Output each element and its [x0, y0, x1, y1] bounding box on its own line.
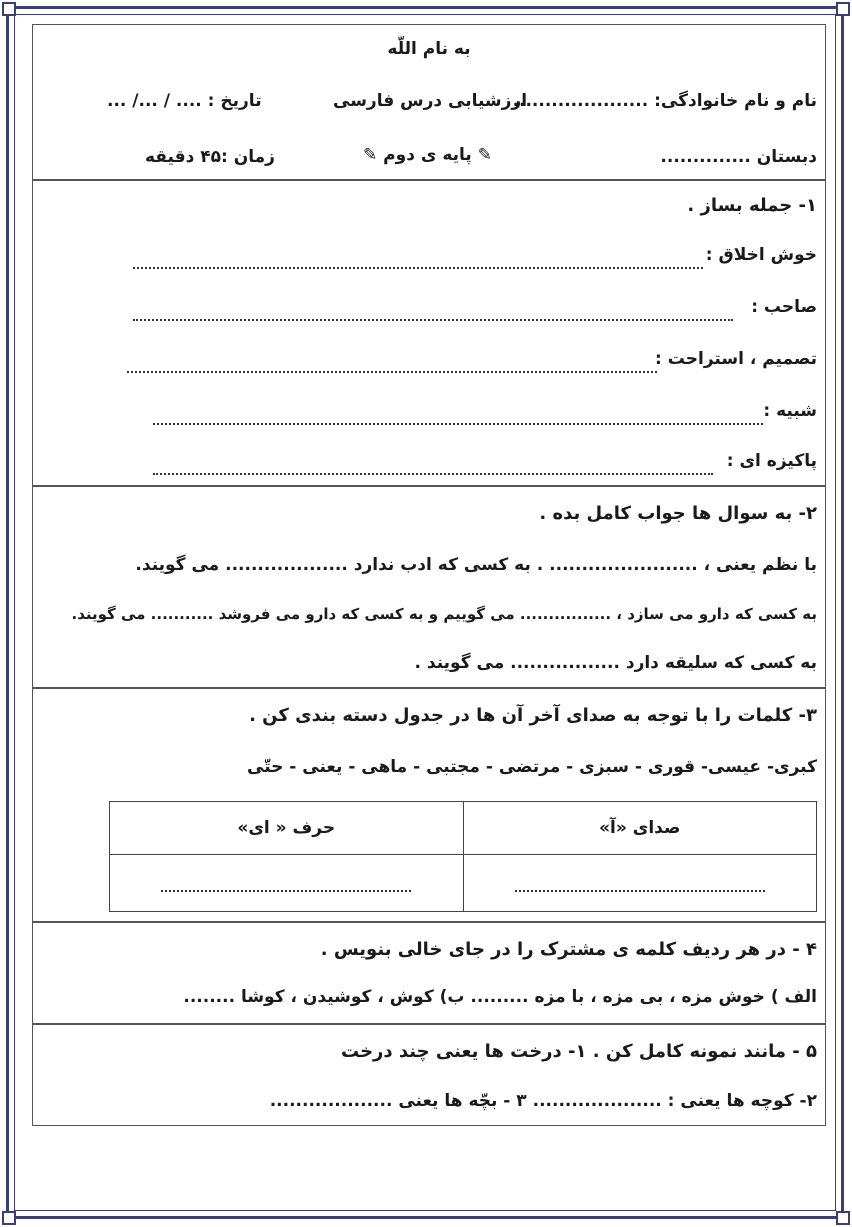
question-5-section — [33, 1025, 825, 1127]
answer-line[interactable] — [133, 319, 733, 321]
grade-label: ✎ پایه ی دوم ✎ — [363, 145, 492, 165]
name-field: نام و نام خانوادگی: ..................... — [512, 91, 817, 111]
corner-ornament — [2, 1211, 16, 1225]
q2-line-3: به کسی که سلیقه دارد ................. می گویند . — [414, 653, 817, 673]
question-4-section — [33, 923, 825, 1025]
column-header-alef: صدای «آ» — [463, 802, 817, 855]
pen-icon: ✎ — [363, 145, 378, 165]
question-2-section — [33, 487, 825, 689]
question-4-title: ۴ - در هر ردیف کلمه ی مشترک را در جای خالی بنویس . — [320, 939, 817, 960]
question-1-title: ۱- جمله بساز . — [687, 195, 817, 216]
q4-line: الف ) خوش مزه ، بی مزه ، با مزه ......... ب) کوش ، کوشیدن ، کوشا ........ — [183, 987, 817, 1007]
question-5-title: ۵ - مانند نمونه کامل کن . ۱- درخت ها یعنی چند درخت — [341, 1041, 817, 1062]
header-section — [33, 25, 825, 181]
answer-line[interactable] — [153, 423, 763, 425]
school-field: دبستان .............. — [660, 147, 817, 167]
q1-item: تصمیم ، استراحت : — [655, 349, 817, 369]
pen-icon: ✎ — [477, 145, 492, 165]
subject-title: ارزشیابی درس فارسی — [333, 91, 528, 111]
answer-line[interactable] — [153, 473, 713, 475]
word-list: کبری- عیسی- قوری - سبزی - مرتضی - مجتبی - ماهی - یعنی - حتّی — [247, 757, 817, 777]
worksheet — [32, 24, 826, 1126]
q2-line-2: به کسی که دارو می سازد ، ................ می گوییم و به کسی که دارو می فروشد ........... می گویند. — [71, 605, 817, 623]
answer-cell[interactable] — [463, 855, 817, 912]
question-3-title: ۳- کلمات را با توجه به صدای آخر آن ها در جدول دسته بندی کن . — [249, 705, 817, 726]
q1-item: صاحب : — [751, 297, 817, 317]
q2-line-1: با نظم یعنی ، ....................... . به کسی که ادب ندارد ................... می گویند. — [135, 555, 817, 575]
answer-line[interactable] — [133, 267, 703, 269]
question-1-section — [33, 181, 825, 487]
corner-ornament — [836, 2, 850, 16]
question-2-title: ۲- به سوال ها جواب کامل بده . — [539, 503, 817, 524]
q1-item: شبیه : — [763, 401, 817, 421]
answer-cell[interactable] — [110, 855, 464, 912]
corner-ornament — [2, 2, 16, 16]
time-label: زمان :۴۵ دقیقه — [145, 147, 275, 167]
corner-ornament — [836, 1211, 850, 1225]
q1-item: پاکیزه ای : — [726, 451, 817, 471]
answer-line — [161, 890, 411, 892]
classification-table — [109, 801, 817, 912]
bismillah: به نام اللّه — [387, 39, 471, 59]
q5-line: ۲- کوچه ها یعنی : .................... ۳ - بچّه ها یعنی ................... — [269, 1091, 817, 1111]
date-field: تاریخ : .... / .../ ... — [107, 91, 262, 111]
q1-item: خوش اخلاق : — [705, 245, 817, 265]
answer-line — [515, 890, 765, 892]
column-header-ye: حرف « ای» — [110, 802, 464, 855]
answer-line[interactable] — [127, 371, 657, 373]
question-3-section — [33, 689, 825, 923]
